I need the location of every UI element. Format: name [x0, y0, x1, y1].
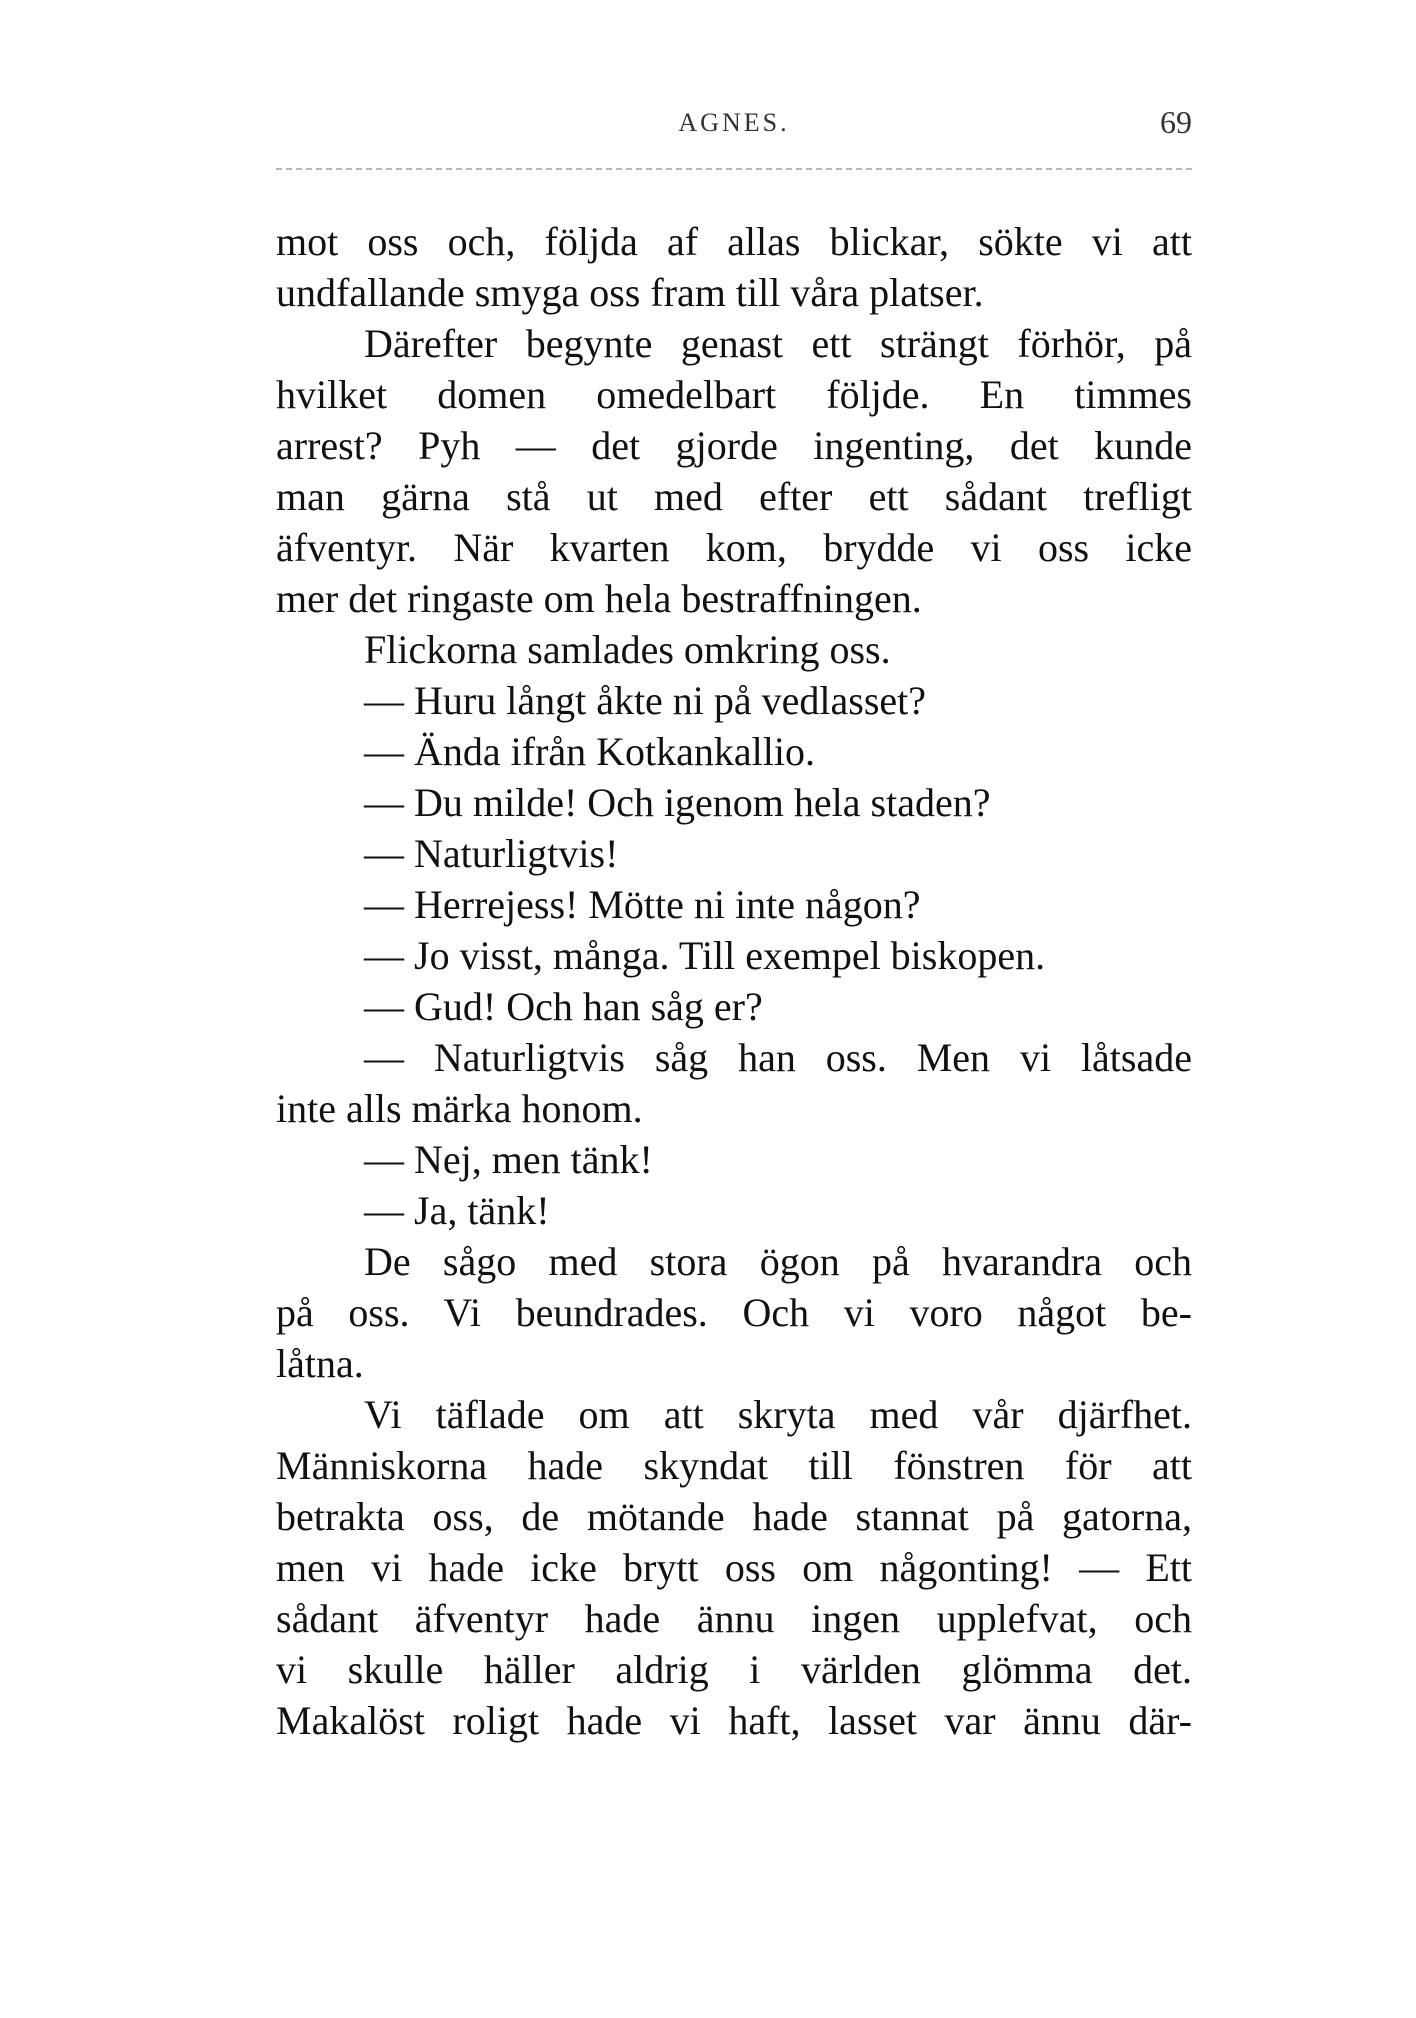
text-line: inte alls märka honom.: [276, 1086, 643, 1131]
text-line: Därefter begynte genast ett strängt förhör, på: [364, 321, 1192, 366]
text-line: på oss. Vi beundrades. Och vi voro något be-: [276, 1290, 1192, 1335]
header-rule: [276, 168, 1192, 170]
text-line: hvilket domen omedelbart följde. En timmes: [276, 372, 1192, 417]
text-line: — Herrejess! Mötte ni inte någon?: [364, 882, 921, 927]
page-number: 69: [1160, 104, 1192, 140]
text-line: undfallande smyga oss fram till våra platser.: [276, 270, 984, 315]
running-head: [276, 104, 1192, 148]
text-line: Människorna hade skyndat till fönstren för att: [276, 1443, 1192, 1488]
text-line: — Huru långt åkte ni på vedlasset?: [364, 678, 927, 723]
text-line: Vi täflade om att skryta med vår djärfhet.: [364, 1392, 1192, 1437]
text-line: äfventyr. När kvarten kom, brydde vi oss icke: [276, 525, 1192, 570]
text-line: mot oss och, följda af allas blickar, sökte vi att: [276, 219, 1192, 264]
text-line: — Naturligtvis!: [364, 831, 619, 876]
text-line: — Ända ifrån Kotkankallio.: [364, 729, 815, 774]
text-line: Flickorna samlades omkring oss.: [364, 627, 891, 672]
text-line: — Du milde! Och igenom hela staden?: [364, 780, 991, 825]
text-line: arrest? Pyh — det gjorde ingenting, det kunde: [276, 423, 1192, 468]
running-title: AGNES.: [678, 108, 790, 137]
text-line: betrakta oss, de mötande hade stannat på gatorna,: [276, 1494, 1192, 1539]
text-line: man gärna stå ut med efter ett sådant trefligt: [276, 474, 1192, 519]
text-line: De sågo med stora ögon på hvarandra och: [364, 1239, 1192, 1284]
text-line: — Jo visst, många. Till exempel biskopen.: [364, 933, 1046, 978]
text-line: — Gud! Och han såg er?: [364, 984, 763, 1029]
text-line: vi skulle häller aldrig i världen glömma det.: [276, 1647, 1192, 1692]
text-line: låtna.: [276, 1341, 364, 1386]
text-line: mer det ringaste om hela bestraffningen.: [276, 576, 922, 621]
text-line: — Naturligtvis såg han oss. Men vi låtsade: [364, 1035, 1192, 1080]
text-line: — Nej, men tänk!: [364, 1137, 653, 1182]
text-line: men vi hade icke brytt oss om någonting! — Ett: [276, 1545, 1192, 1590]
text-line: — Ja, tänk!: [364, 1188, 550, 1233]
text-line: Makalöst roligt hade vi haft, lasset var ännu där-: [276, 1698, 1192, 1743]
text-line: sådant äfventyr hade ännu ingen upplefvat, och: [276, 1596, 1192, 1641]
body-text: [276, 216, 1192, 1746]
